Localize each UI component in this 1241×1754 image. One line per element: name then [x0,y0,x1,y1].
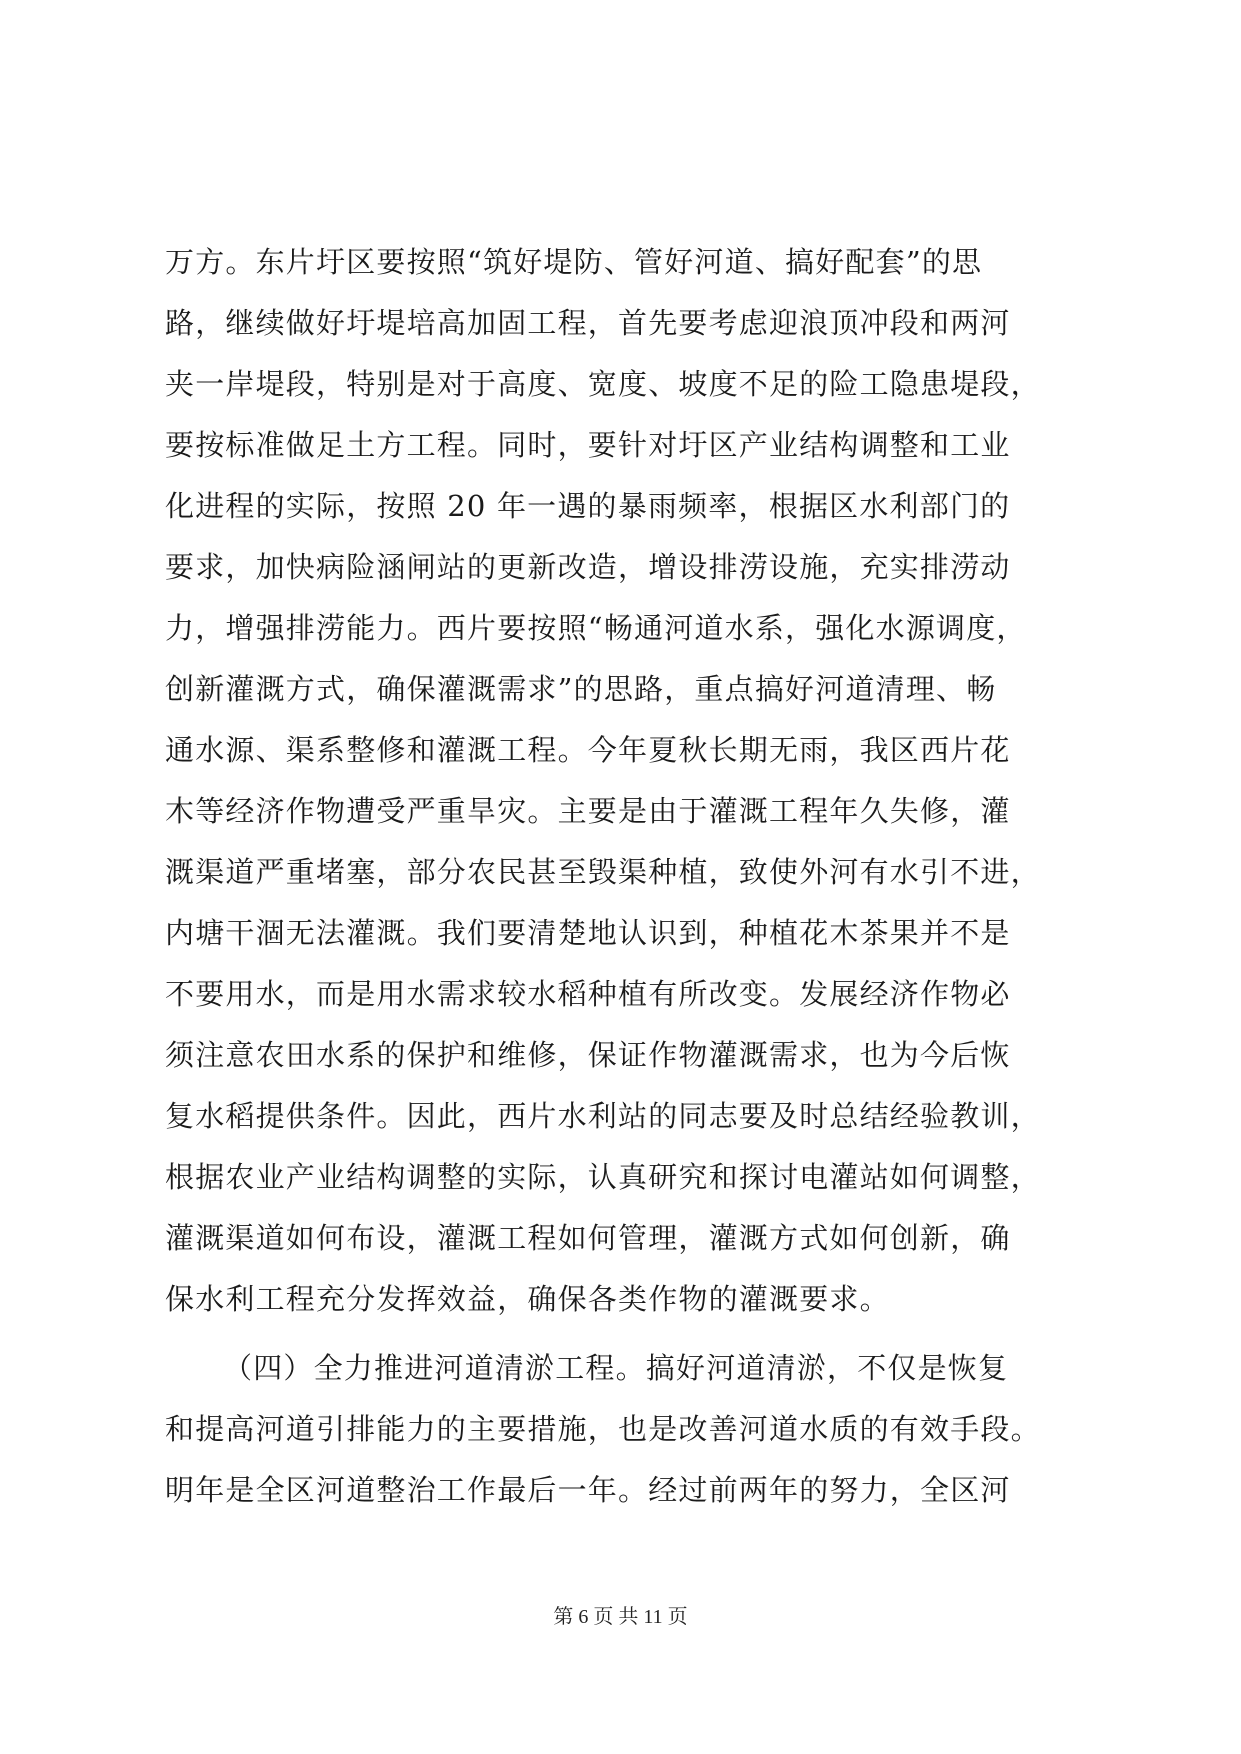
text-line: 力，增强排涝能力。西片要按照“畅通河道水系，强化水源调度， [165,611,1027,645]
paragraph-first-line: （四）全力推进河道清淤工程。搞好河道清淤，不仅是恢复 [223,1351,1009,1385]
text-line: 路，继续做好圩堤培高加固工程，首先要考虑迎浪顶冲段和两河 [165,306,1011,340]
text-line: 灌溉渠道如何布设，灌溉工程如何管理，灌溉方式如何创新，确 [165,1221,1011,1255]
text-line: 溉渠道严重堵塞，部分农民甚至毁渠种植，致使外河有水引不进， [165,855,1041,889]
text-line: 夹一岸堤段，特别是对于高度、宽度、坡度不足的险工隐患堤段， [165,367,1041,401]
text-line: 要求，加快病险涵闸站的更新改造，增设排涝设施，充实排涝动 [165,550,1011,584]
text-line: 化进程的实际，按照 20 年一遇的暴雨频率，根据区水利部门的 [165,489,1011,523]
text-line: 要按标准做足土方工程。同时，要针对圩区产业结构调整和工业 [165,428,1011,462]
text-line: 须注意农田水系的保护和维修，保证作物灌溉需求，也为今后恢 [165,1038,1011,1072]
text-line: 通水源、渠系整修和灌溉工程。今年夏秋长期无雨，我区西片花 [165,733,1011,767]
text-line: 木等经济作物遭受严重旱灾。主要是由于灌溉工程年久失修，灌 [165,794,1011,828]
text-line: 复水稻提供条件。因此，西片水利站的同志要及时总结经验教训， [165,1099,1041,1133]
text-line: 保水利工程充分发挥效益，确保各类作物的灌溉要求。 [165,1282,890,1316]
paragraph-gap [165,1330,1077,1338]
text-line: 万方。东片圩区要按照“筑好堤防、管好河道、搞好配套”的思 [165,245,983,279]
text-line: 根据农业产业结构调整的实际，认真研究和探讨电灌站如何调整， [165,1160,1041,1194]
text-line: 不要用水，而是用水需求较水稻种植有所改变。发展经济作物必 [165,977,1011,1011]
text-line: 创新灌溉方式，确保灌溉需求”的思路，重点搞好河道清理、畅 [165,672,997,706]
text-line: 内塘干涸无法灌溉。我们要清楚地认识到，种植花木茶果并不是 [165,916,1011,950]
text-line: 和提高河道引排能力的主要措施，也是改善河道水质的有效手段。 [165,1412,1041,1446]
text-line: 明年是全区河道整治工作最后一年。经过前两年的努力，全区河 [165,1473,1011,1507]
body-text [165,232,1077,1521]
page-number-footer: 第 6 页 共 11 页 [553,1606,688,1628]
